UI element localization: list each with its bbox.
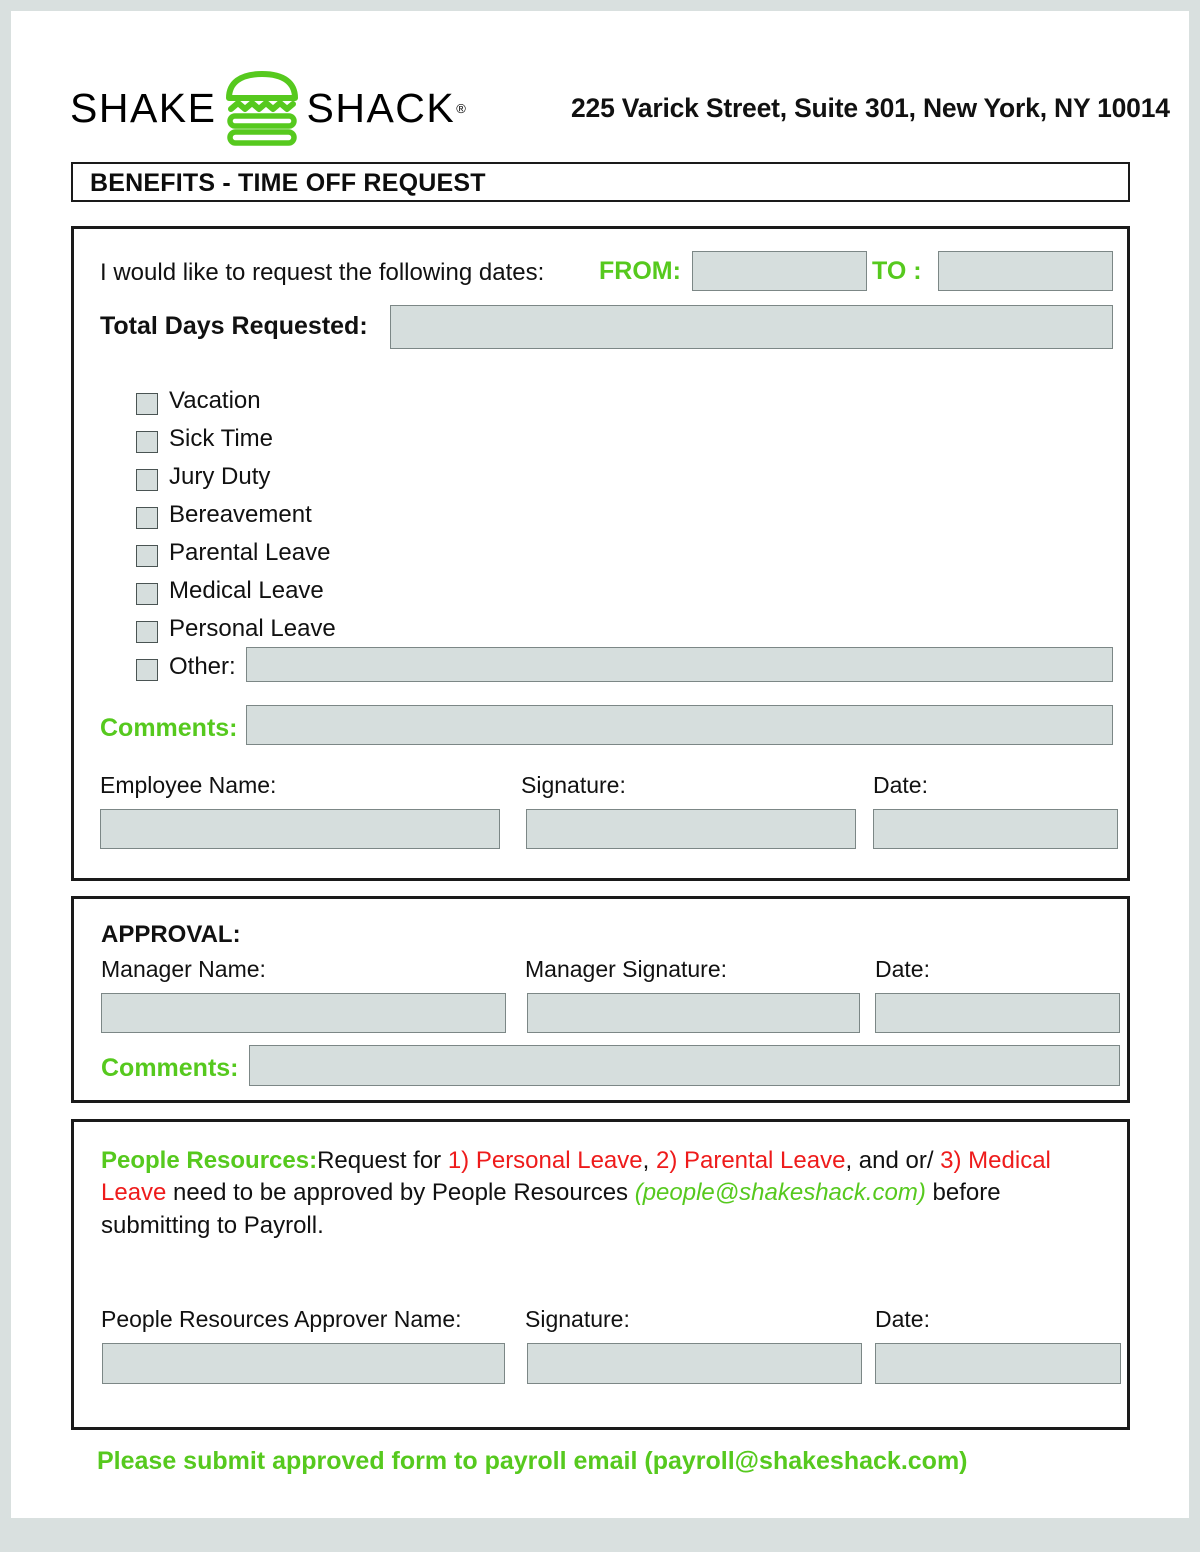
from-date-input[interactable] — [692, 251, 867, 291]
logo-word-shake: SHAKE — [70, 84, 217, 131]
employee-date-label: Date: — [873, 772, 928, 798]
request-intro-text: I would like to request the following dates: — [100, 259, 545, 286]
employee-signature-input[interactable] — [526, 809, 856, 849]
pr-date-input[interactable] — [875, 1343, 1121, 1384]
employee-name-input[interactable] — [100, 809, 500, 849]
checkbox-label-parental-leave: Parental Leave — [169, 539, 331, 566]
people-resources-email[interactable]: (people@shakeshack.com) — [634, 1179, 926, 1207]
approval-comments-label: Comments: — [101, 1054, 239, 1082]
approval-section — [71, 896, 1130, 1103]
checkbox-other[interactable] — [136, 659, 158, 681]
to-date-input[interactable] — [938, 251, 1113, 291]
checkbox-vacation[interactable] — [136, 393, 158, 415]
pr-approver-name-label: People Resources Approver Name: — [101, 1306, 462, 1332]
company-address: 225 Varick Street, Suite 301, New York, NY 10014 — [571, 93, 1170, 123]
registered-trademark-icon: ® — [456, 100, 466, 116]
employee-signature-label: Signature: — [521, 772, 626, 798]
hamburger-icon — [223, 70, 301, 146]
manager-signature-label: Manager Signature: — [525, 956, 728, 982]
pr-signature-input[interactable] — [527, 1343, 862, 1384]
manager-signature-input[interactable] — [527, 993, 860, 1033]
checkbox-label-medical-leave: Medical Leave — [169, 577, 324, 604]
pr-text-2: need to be approved by People Resources — [166, 1179, 635, 1207]
checkbox-label-bereavement: Bereavement — [169, 501, 312, 528]
pr-item-personal-leave: 1) Personal Leave — [447, 1147, 643, 1174]
pr-sep-1: , — [642, 1147, 656, 1174]
checkbox-parental-leave[interactable] — [136, 545, 158, 567]
approval-heading: APPROVAL: — [101, 921, 241, 948]
checkbox-jury-duty[interactable] — [136, 469, 158, 491]
approval-comments-input[interactable] — [249, 1045, 1120, 1086]
pr-text-1: Request for — [317, 1147, 448, 1174]
employee-comments-label: Comments: — [100, 714, 238, 742]
pr-item-medical-leave: 3) Medical Leave — [101, 1147, 1051, 1207]
pr-item-parental-leave: 2) Parental Leave — [655, 1147, 846, 1174]
pr-date-label: Date: — [875, 1306, 930, 1332]
checkbox-sick-time[interactable] — [136, 431, 158, 453]
checkbox-bereavement[interactable] — [136, 507, 158, 529]
employee-date-input[interactable] — [873, 809, 1118, 849]
manager-name-label: Manager Name: — [101, 956, 266, 982]
form-title-box — [71, 162, 1130, 202]
pr-text-3: before submitting to Payroll. — [101, 1179, 1001, 1239]
total-days-input[interactable] — [390, 305, 1113, 349]
request-section — [71, 226, 1130, 881]
checkbox-label-jury-duty: Jury Duty — [169, 463, 271, 490]
footer-submit-note: Please submit approved form to payroll email (payroll@shakeshack.com) — [97, 1447, 968, 1475]
other-reason-input[interactable] — [246, 647, 1113, 682]
manager-name-input[interactable] — [101, 993, 506, 1033]
employee-comments-input[interactable] — [246, 705, 1113, 745]
people-resources-heading: People Resources: — [101, 1147, 318, 1174]
checkbox-label-personal-leave: Personal Leave — [169, 615, 336, 642]
logo-word-shack: SHACK — [306, 84, 456, 131]
from-label: FROM: — [599, 257, 681, 285]
checkbox-medical-leave[interactable] — [136, 583, 158, 605]
people-resources-section — [71, 1119, 1130, 1430]
to-label: TO : — [872, 257, 922, 285]
total-days-label: Total Days Requested: — [100, 312, 368, 340]
form-page — [11, 11, 1189, 1518]
manager-date-input[interactable] — [875, 993, 1120, 1033]
checkbox-personal-leave[interactable] — [136, 621, 158, 643]
manager-date-label: Date: — [875, 956, 930, 982]
checkbox-label-vacation: Vacation — [169, 387, 261, 414]
checkbox-label-sick-time: Sick Time — [169, 425, 274, 452]
shake-shack-logo — [70, 69, 466, 147]
pr-approver-name-input[interactable] — [102, 1343, 505, 1384]
page-header — [11, 11, 1189, 146]
page-title: BENEFITS - TIME OFF REQUEST — [90, 169, 486, 197]
pr-signature-label: Signature: — [525, 1306, 630, 1332]
pr-sep-2: , and or/ — [845, 1147, 941, 1174]
people-resources-notice — [101, 1145, 1106, 1242]
checkbox-label-other: Other: — [169, 653, 236, 680]
employee-name-label: Employee Name: — [100, 772, 277, 798]
